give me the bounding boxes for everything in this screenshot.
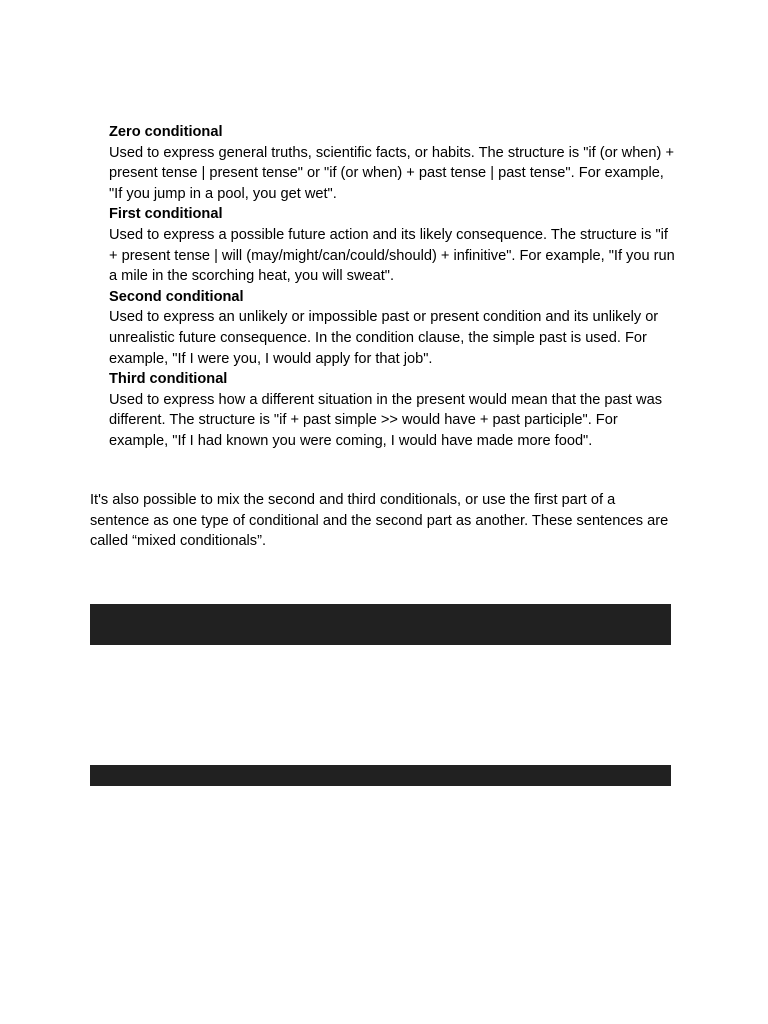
redaction-bar — [90, 604, 671, 645]
first-conditional-heading: First conditional — [109, 206, 223, 223]
conditionals-list — [109, 122, 675, 452]
mixed-conditionals-paragraph: It's also possible to mix the second and third conditionals, or use the first part of a sentence as one type of conditional and the second part as another. These sentences are called “mixed conditionals”. — [90, 492, 669, 550]
second-conditional-text: Used to express an unlikely or impossible past or present condition and its unlikely or unrealistic future consequence. In the condition clause, the simple past is used. For example, "If I were you, I would apply for that job". — [109, 309, 659, 367]
zero-conditional-text: Used to express general truths, scientific facts, or habits. The structure is "if (or when) + present tense | present tense" or "if (or when) + past tense | past tense". For example, "If you jump in a pool, you get wet". — [109, 144, 674, 202]
first-conditional-text: Used to express a possible future action and its likely consequence. The structure is "if + present tense | will (may/might/can/could/should) + infinitive". For example, "If you run a mile in the scorching heat, you will sweat". — [109, 226, 675, 285]
third-conditional-heading: Third conditional — [109, 371, 228, 388]
third-conditional-text: Used to express how a different situation in the present would mean that the past was different. The structure is "if + past simple >> would have + past participle". For example, "If I had known you were coming, I would have made more food". — [109, 391, 662, 449]
zero-conditional-heading: Zero conditional — [109, 124, 223, 140]
redaction-bar — [90, 765, 671, 786]
second-conditional-heading: Second conditional — [109, 288, 244, 305]
